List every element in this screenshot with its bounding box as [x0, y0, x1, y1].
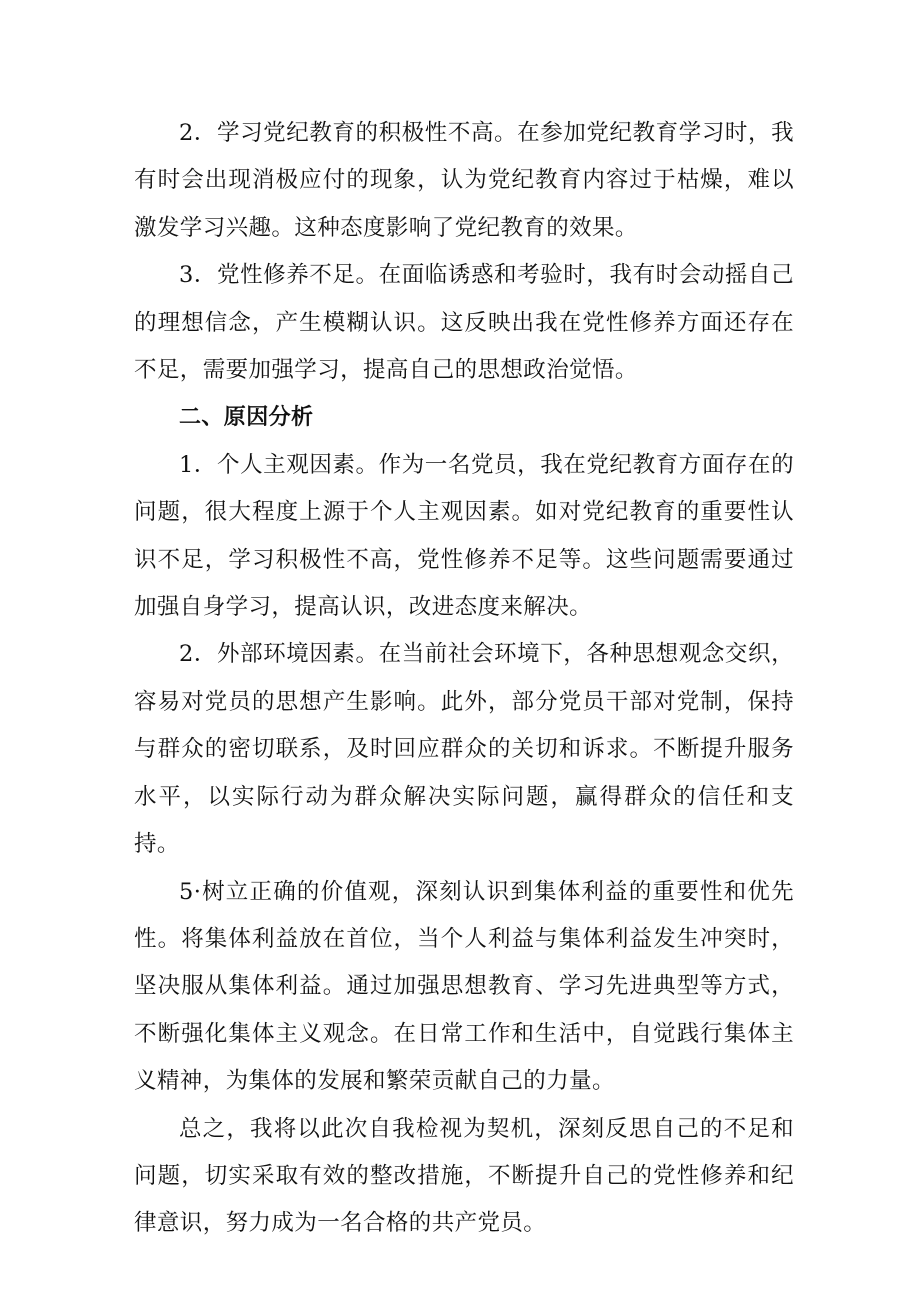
paragraph-item-2: 2．学习党纪教育的积极性不高。在参加党纪教育学习时，我有时会出现消极应付的现象，认为党纪教育内容过于枯燥，难以激发学习兴趣。这种态度影响了党纪教育的效果。 [134, 120, 794, 241]
paragraph-external-factors: 2．外部环境因素。在当前社会环境下，各种思想观念交织，容易对党员的思想产生影响。此外，部分党员干部对党制，保持与群众的密切联系，及时回应群众的关切和诉求。不断提升服务水平，以实际行动为群众解决实际问题，赢得群众的信任和支持。 [134, 641, 794, 858]
paragraph-item-3: 3．党性修养不足。在面临诱惑和考验时，我有时会动摇自己的理想信念，产生模糊认识。这反映出我在党性修养方面还存在不足，需要加强学习，提高自己的思想政治觉悟。 [134, 262, 794, 384]
paragraph-conclusion: 总之，我将以此次自我检视为契机，深刻反思自己的不足和问题，切实采取有效的整改措施，不断提升自己的党性修养和纪律意识，努力成为一名合格的共产党员。 [134, 1115, 794, 1237]
paragraph-values: 5·树立正确的价值观，深刻认识到集体利益的重要性和优先性。将集体利益放在首位，当个人利益与集体利益发生冲突时，坚决服从集体利益。通过加强思想教育、学习先进典型等方式，不断强化集体主义观念。在日常工作和生活中，自觉践行集体主义精神，为集体的发展和繁荣贡献自己的力量。 [134, 878, 794, 1095]
paragraph-personal-factors: 1．个人主观因素。作为一名党员，我在党纪教育方面存在的问题，很大程度上源于个人主观因素。如对党纪教育的重要性认识不足，学习积极性不高，党性修养不足等。这些问题需要通过加强自身学习，提高认识，改进态度来解决。 [134, 451, 794, 621]
section-heading-cause-analysis: 二、原因分析 [179, 405, 314, 431]
document-body [134, 110, 794, 1248]
